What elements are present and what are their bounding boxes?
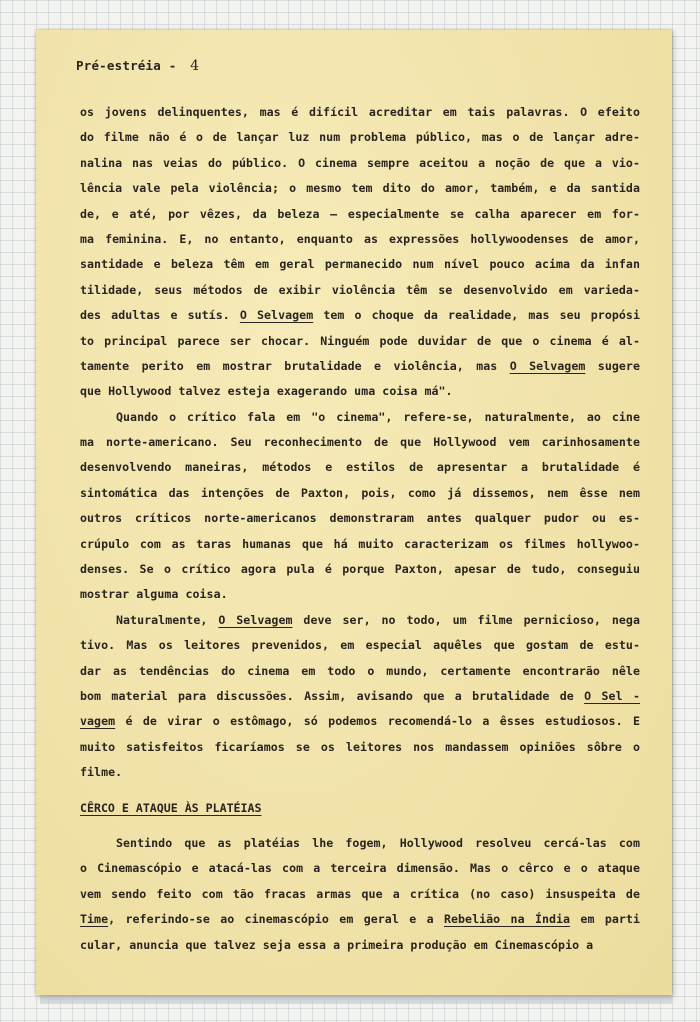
text-line: muito satisfeitos ficaríamos se os leitores nos mandassem opiniões sôbre o bbox=[80, 739, 640, 754]
paragraph-3 bbox=[80, 608, 640, 786]
text-line: tamente perito em mostrar brutalidade e violência, mas O Selvagem sugere bbox=[80, 358, 640, 373]
text-line: ma feminina. E, no entanto, enquanto as expressões hollywoodenses de amor, bbox=[80, 231, 640, 246]
text-line: que Hollywood talvez esteja exagerando uma coisa má". bbox=[80, 384, 453, 399]
text-line: vem sendo feito com tão fracas armas que a crítica (no caso) insuspeita de bbox=[80, 886, 640, 901]
text-line: santidade e beleza têm em geral permanecido num nível pouco acima da infan bbox=[80, 257, 640, 272]
text-line: tilidade, seus métodos de exibir violência têm se desenvolvido em varieda- bbox=[80, 282, 640, 297]
text-line: to principal parece ser chocar. Ninguém pode duvidar de que o cinema é al- bbox=[80, 333, 640, 348]
text-line: tivo. Mas os leitores prevenidos, em especial aquêles que gostam de estu- bbox=[80, 638, 640, 653]
text-line: mostrar alguma coisa. bbox=[80, 587, 228, 602]
text-line: de, e até, por vêzes, da beleza — especialmente se calha aparecer em for- bbox=[80, 206, 640, 221]
text-line: Sentindo que as platéias lhe fogem, Hollywood resolveu cercá-las com bbox=[116, 835, 640, 850]
text-line: o Cinemascópio e atacá-las com a terceira dimensão. Mas o cêrco e o ataque bbox=[80, 861, 640, 876]
text-line: des adultas e sutís. O Selvagem tem o choque da realidade, mas seu propósi bbox=[80, 308, 640, 323]
text-line: sintomática das intenções de Paxton, pois, como já dissemos, nem êsse nem bbox=[80, 485, 640, 500]
underlined-title: vagem bbox=[80, 714, 116, 729]
page-header bbox=[76, 58, 199, 74]
underlined-title: O Selvagem bbox=[239, 308, 314, 323]
typewritten-page bbox=[36, 30, 672, 995]
section-gap bbox=[80, 786, 640, 796]
header-title: Pré-estréia - bbox=[76, 58, 177, 73]
text-line: filme. bbox=[80, 765, 123, 780]
text-line: bom material para discussões. Assim, avisando que a brutalidade de O Sel - bbox=[80, 688, 640, 703]
text-line: Time, referindo-se ao cinemascópio em geral e a Rebelião na Índia em parti bbox=[80, 912, 640, 927]
page-number: 4 bbox=[190, 58, 200, 74]
text-line: dar as tendências do cinema em todo o mundo, certamente encontrarão nêle bbox=[80, 663, 640, 678]
text-line: ma norte-americano. Seu reconhecimento de que Hollywood vem carinhosamente bbox=[80, 435, 640, 450]
underlined-title: O Sel - bbox=[584, 688, 640, 703]
text-line: do filme não é o de lançar luz num problema público, mas o de lançar adre- bbox=[80, 130, 640, 145]
text-line: outros críticos norte-americanos demonstraram antes qualquer pudor ou es- bbox=[80, 511, 640, 526]
text-line: denses. Se o crítico agora pula é porque Paxton, apesar de tudo, conseguiu bbox=[80, 562, 640, 577]
text-line: Quando o crítico fala em "o cinema", refere-se, naturalmente, ao cine bbox=[116, 409, 640, 424]
section-heading: CÊRCO E ATAQUE ÀS PLATÉIAS bbox=[80, 800, 262, 815]
section-gap bbox=[80, 821, 640, 831]
underlined-title: O Selvagem bbox=[218, 612, 293, 627]
text-line: vagem é de virar o estômago, só podemos recomendá-lo a êsses estudiosos. E bbox=[80, 714, 640, 729]
text-line: lência vale pela violência; o mesmo tem dito do amor, também, e da santida bbox=[80, 181, 640, 196]
text-line: desenvolvendo maneiras, métodos e estilos de apresentar a brutalidade é bbox=[80, 460, 640, 475]
underlined-title: O Selvagem bbox=[509, 358, 586, 373]
text-line: nalina nas veias do público. O cinema sempre aceitou a noção de que a vio- bbox=[80, 155, 640, 170]
text-line: crúpulo com as taras humanas que há muito caracterizam os filmes hollywoo- bbox=[80, 536, 640, 551]
text-line: os jovens delinquentes, mas é difícil acreditar em tais palavras. O efeito bbox=[80, 105, 640, 119]
text-line: Naturalmente, O Selvagem deve ser, no todo, um filme pernicioso, nega bbox=[116, 612, 640, 627]
underlined-title: Time bbox=[80, 912, 109, 927]
document-body bbox=[80, 100, 640, 958]
section-paragraph bbox=[80, 831, 640, 958]
paragraph-2 bbox=[80, 405, 640, 608]
text-line: cular, anuncia que talvez seja essa a primeira produção em Cinemascópio a bbox=[80, 937, 594, 952]
underlined-title: Rebelião na Índia bbox=[443, 912, 571, 927]
paragraph-1 bbox=[80, 100, 640, 405]
